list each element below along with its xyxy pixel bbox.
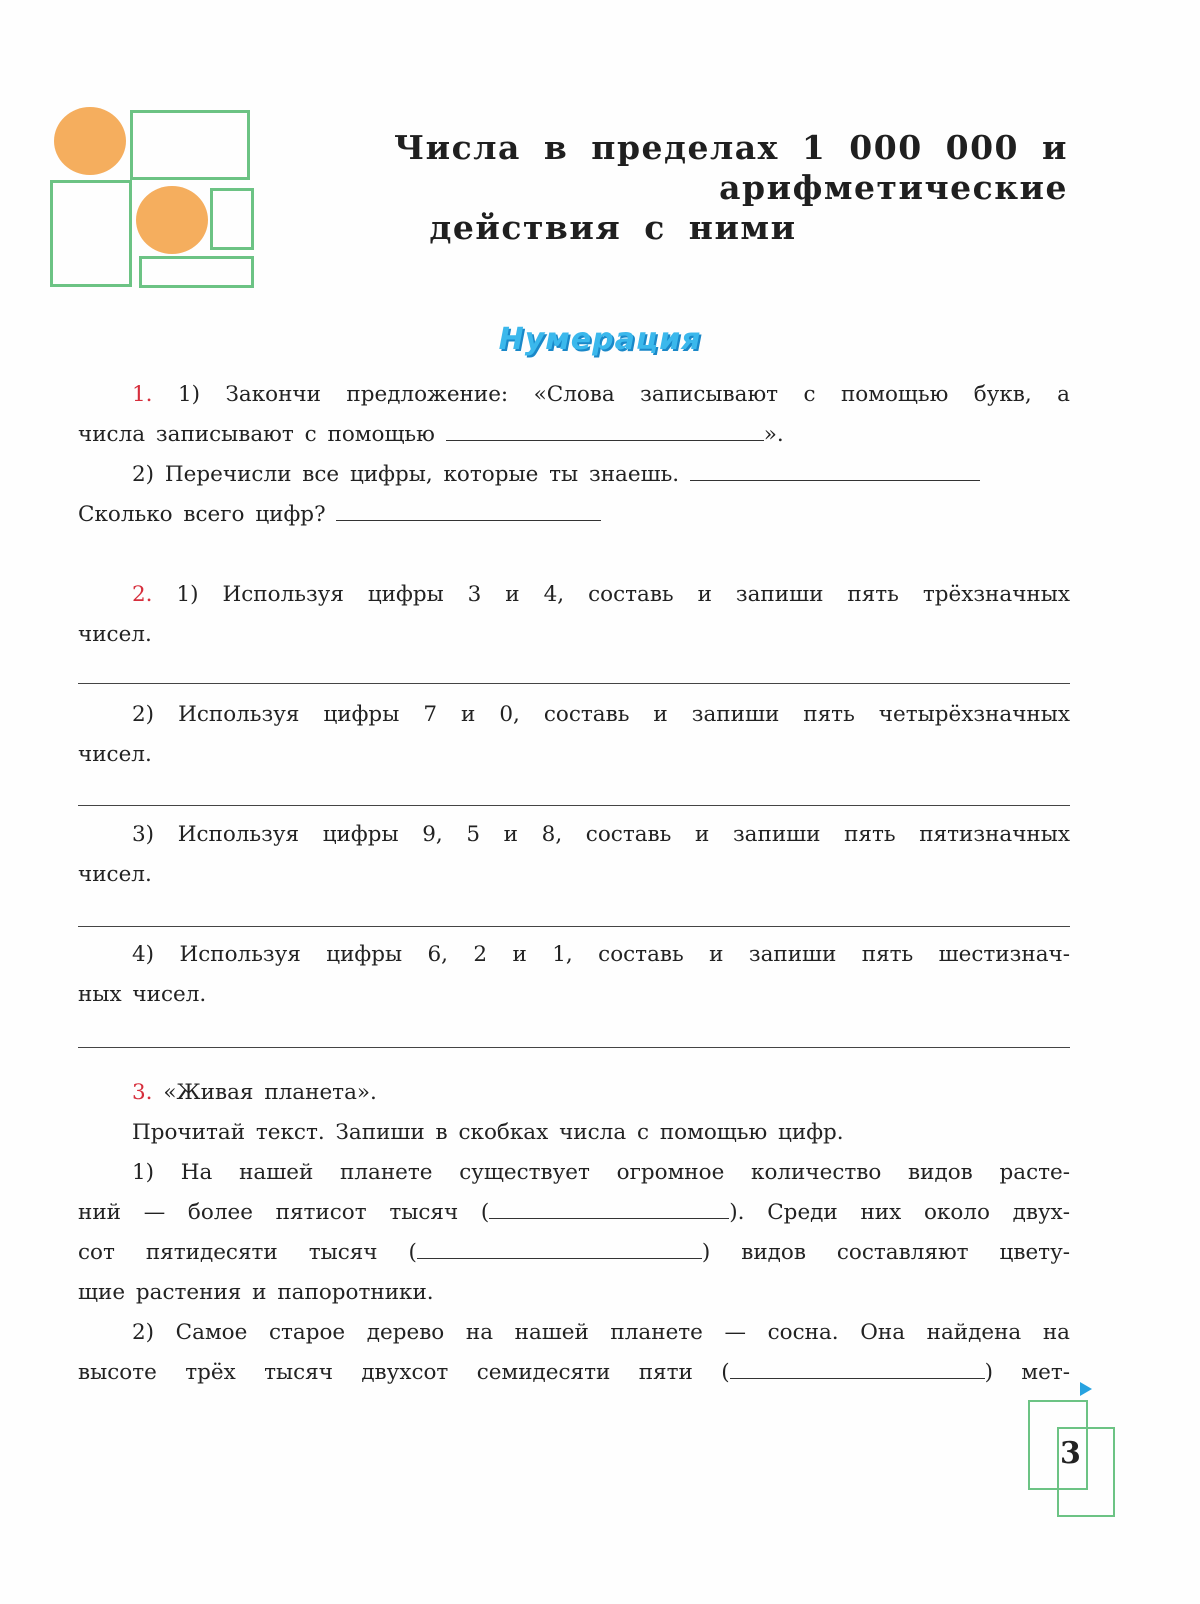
task1-line	[78, 415, 1070, 455]
task-number: 2.	[132, 582, 153, 607]
task1-text: числа записывают с помощью	[78, 422, 435, 447]
task3-line: 2) Самое старое дерево на нашей планете — сосна. Она найдена на	[132, 1320, 1070, 1345]
answer-line[interactable]	[78, 805, 1070, 806]
task3-line	[78, 1353, 1070, 1393]
answer-line[interactable]	[78, 926, 1070, 927]
task3-line	[78, 1233, 1070, 1273]
section-title: Нумерация	[498, 322, 702, 357]
task2-line: 2) Используя цифры 7 и 0, составь и запиши пять четырёхзначных	[132, 702, 1070, 727]
chapter-title-line-2: действия с ними	[429, 208, 797, 247]
task2-line: 3) Используя цифры 9, 5 и 8, составь и запиши пять пятизначных	[132, 822, 1070, 847]
triangle-right-icon	[1080, 1382, 1092, 1396]
task3-text: ний — более пятисот тысяч (	[78, 1200, 490, 1225]
answer-line[interactable]	[78, 683, 1070, 684]
task2-line: чисел.	[78, 622, 152, 647]
task2-line: ных чисел.	[78, 982, 207, 1007]
chapter-title-line-1: Числа в пределах 1 000 000 и арифметические	[394, 128, 1068, 207]
task2-line: 4) Используя цифры 6, 2 и 1, составь и запиши пять шестизнач-	[132, 942, 1070, 967]
task3-text: ). Среди них около двух-	[729, 1200, 1070, 1225]
task1-line	[78, 375, 1070, 415]
answer-line[interactable]	[78, 1047, 1070, 1048]
task3-line	[78, 1193, 1070, 1233]
orange-circle-decoration	[54, 107, 126, 175]
task3-line: щие растения и папоротники.	[78, 1280, 434, 1305]
answer-blank[interactable]	[489, 1196, 729, 1219]
answer-blank[interactable]	[417, 1236, 702, 1259]
task2-line	[78, 575, 1070, 615]
task3-text: высоте трёх тысяч двухсот семидесяти пяти (	[78, 1360, 730, 1385]
task3-title: «Живая планета».	[163, 1080, 377, 1105]
task3-text: ) мет-	[984, 1360, 1070, 1385]
task1-text: 1) Закончи предложение: «Слова записывают с помощью букв, а	[177, 382, 1071, 407]
page-number: 3	[1060, 1436, 1081, 1471]
task1-text: Сколько всего цифр?	[78, 502, 326, 527]
task2-text: 1) Используя цифры 3 и 4, составь и запиши пять трёхзначных	[176, 582, 1070, 607]
task1-line	[78, 455, 1070, 495]
task-number: 3.	[132, 1080, 153, 1105]
green-frame-decoration	[139, 256, 254, 288]
answer-blank[interactable]	[336, 498, 601, 521]
task3-line: Прочитай текст. Запиши в скобках числа с помощью цифр.	[132, 1120, 844, 1145]
task1-text: ».	[763, 422, 784, 447]
task3-line: 1) На нашей планете существует огромное количество видов расте-	[132, 1160, 1070, 1185]
task2-line: чисел.	[78, 862, 152, 887]
task3-text: сот пятидесяти тысяч (	[78, 1240, 417, 1265]
answer-blank[interactable]	[690, 458, 980, 481]
chapter-title	[128, 128, 1068, 248]
answer-blank[interactable]	[730, 1356, 985, 1379]
answer-blank[interactable]	[446, 418, 764, 441]
task2-line: чисел.	[78, 742, 152, 767]
task3-line	[78, 1073, 1070, 1113]
task1-text: 2) Перечисли все цифры, которые ты знаешь.	[132, 462, 680, 487]
green-frame-decoration	[50, 180, 132, 287]
task3-text: ) видов составляют цвету-	[701, 1240, 1070, 1265]
task-number: 1.	[132, 382, 153, 407]
task1-line	[78, 495, 1070, 535]
